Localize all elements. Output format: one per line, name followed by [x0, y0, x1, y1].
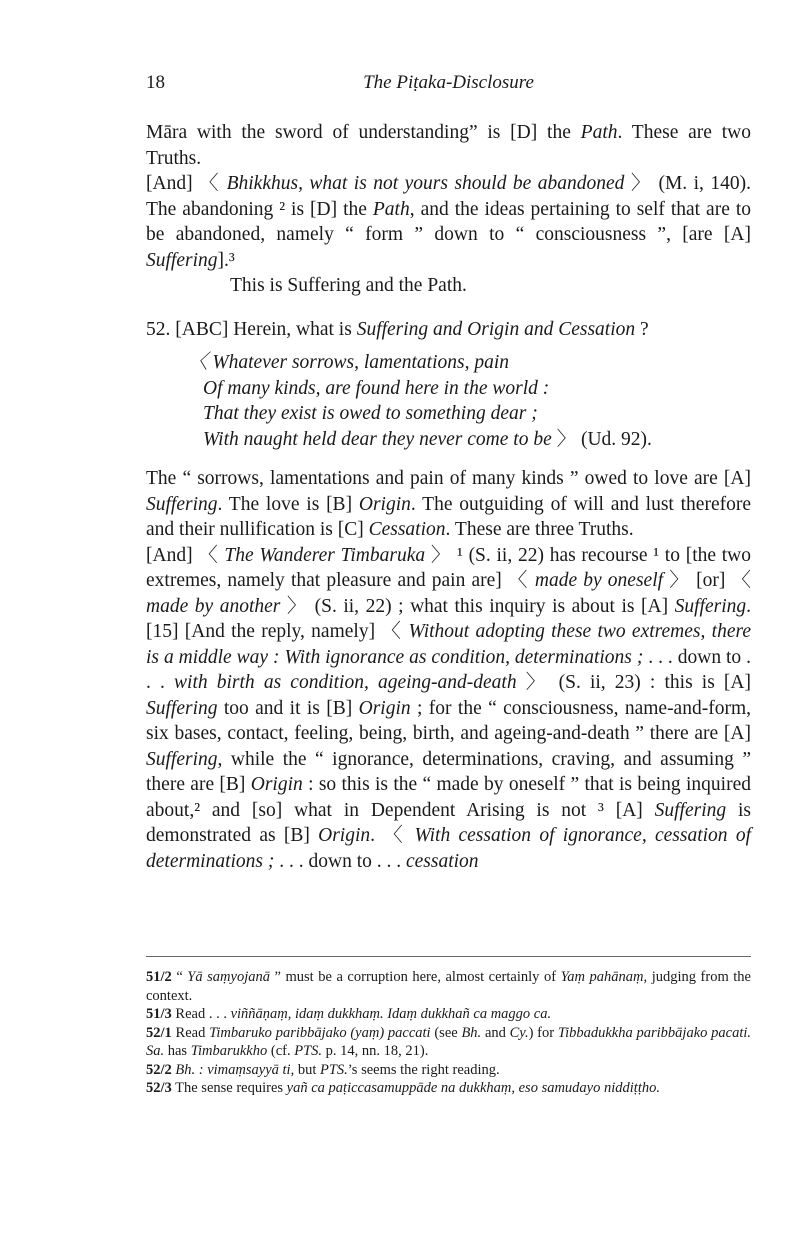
- text-run: , and the ideas pertaining to self that are to be abandoned, namely “ form ” down to “ consciousness ”, [are [A]: [146, 198, 752, 245]
- footnote-text: ) for: [528, 1024, 558, 1041]
- footnote: [146, 1005, 751, 1024]
- footnote-text: Yā saṃyojanā: [187, 969, 270, 985]
- footnote-text: has: [164, 1043, 191, 1059]
- section-52-heading: [146, 317, 751, 343]
- footnote-text: , but: [290, 1061, 320, 1078]
- footnote-text: PTS.: [294, 1043, 323, 1059]
- text-run: Suffering: [146, 697, 218, 719]
- paragraph-1: [146, 120, 751, 171]
- text-run: 〉 (M. i, 140). The abandoning ² is [D] the: [146, 173, 751, 220]
- footnote-divider: [146, 956, 751, 957]
- paragraph-5: [146, 466, 751, 543]
- text-run: made by oneself: [534, 570, 664, 591]
- footnote-text: Tibbadukkha paribbājako pacati. Sa.: [146, 1024, 752, 1059]
- text-run: Suffering: [146, 748, 218, 770]
- text-run: : so this is the “ made by oneself ” that is being inquired about,² and [so] what in Dependent Arising is not ³ [A]: [146, 774, 751, 821]
- text-run: Origin: [358, 493, 411, 515]
- footnote: [146, 1079, 751, 1098]
- footnote-ref: 51/3: [146, 1006, 172, 1022]
- text-run: Māra with the sword of understanding” is [D] the: [146, 122, 581, 143]
- footnote-text: Read . . .: [171, 1006, 231, 1022]
- footnotes: [146, 968, 751, 1098]
- footnote-text: yañ ca paṭiccasamuppāde na dukkhaṃ, eso samudayo niddiṭṭho.: [286, 1080, 660, 1096]
- text-run: . [15] [And the reply, namely] 〈: [146, 595, 751, 642]
- text-run: too and it is [B]: [217, 697, 359, 719]
- text-run: . . . down to . . .: [146, 646, 751, 693]
- footnote-text: , judging from the context.: [146, 969, 751, 1004]
- footnote-text: and: [481, 1024, 510, 1041]
- main-text: [146, 120, 751, 874]
- text-run: ].³: [217, 249, 235, 271]
- text-run: 〉 (Ud. 92).: [551, 428, 652, 450]
- footnote: [146, 1024, 751, 1061]
- verse-line-1: 〈 Whatever sorrows, lamentations, pain: [188, 352, 510, 373]
- text-run: [And] 〈: [146, 173, 227, 194]
- text-run: Suffering and Origin and Cessation: [356, 318, 636, 340]
- text-run: The “ sorrows, lamentations and pain of many kinds ” owed to love are [A]: [146, 468, 751, 489]
- text-run: is demonstrated as [B]: [146, 799, 751, 846]
- footnote-text: Read: [171, 1024, 210, 1041]
- text-run: Suffering: [146, 249, 218, 271]
- verse-quote: [188, 350, 751, 452]
- text-run: Path: [372, 198, 410, 220]
- text-run: 〉 (S. ii, 22) ; what this inquiry is about is [A]: [280, 595, 675, 617]
- text-run: The Wanderer Timbaruka: [224, 544, 426, 566]
- footnote-text: Cy.: [509, 1024, 529, 1041]
- footnote-text: p. 14, nn. 18, 21).: [322, 1043, 429, 1059]
- footnote-text: ’s seems the right reading.: [347, 1061, 500, 1078]
- footnote-ref: 52/1: [146, 1024, 172, 1041]
- footnote-ref: 52/3: [146, 1080, 172, 1096]
- text-run: 52. [ABC] Herein, what is: [146, 318, 357, 340]
- text-run: 〉 ¹ (S. ii, 22) has recourse ¹ to [the two extremes, namely that pleasure and pain are] 〈: [146, 544, 752, 591]
- verse-line-3: That they exist is owed to something dear ;: [203, 403, 538, 424]
- text-run: , while the “ ignorance, determinations, craving, and assuming ” there are [B]: [146, 748, 751, 795]
- paragraph-6: [146, 543, 751, 875]
- page-header: [146, 72, 751, 98]
- text-run: Suffering: [674, 595, 747, 617]
- text-run: Suffering: [654, 799, 727, 821]
- footnote-text: Timbarukkho: [190, 1043, 268, 1059]
- footnote-text: Bh.: [461, 1024, 482, 1041]
- text-run: . The outguiding of will and lust therefore and their nullification is [C]: [146, 493, 751, 540]
- text-run: cessation: [405, 850, 479, 872]
- footnote: [146, 968, 751, 1005]
- paragraph-2: [146, 171, 751, 273]
- text-run: [And] 〈: [146, 544, 225, 566]
- text-run: Suffering: [146, 493, 218, 515]
- footnote-text: ” must be a corruption here, almost certainly of: [269, 969, 561, 985]
- footnote-text: Yaṃ pahānaṃ: [560, 969, 644, 985]
- text-run: . . . down to . . .: [274, 850, 406, 872]
- text-run: Path: [580, 122, 618, 143]
- text-run: ?: [635, 318, 649, 340]
- text-run: 〉 (S. ii, 23) : this is [A]: [516, 672, 752, 693]
- section-gap: [146, 299, 751, 317]
- text-run: . These are three Truths.: [445, 519, 634, 540]
- footnote-text: “: [171, 969, 188, 985]
- text-run: . These are two Truths.: [146, 122, 751, 169]
- footnote-text: PTS.: [319, 1061, 348, 1078]
- running-title: The Piṭaka-Disclosure: [363, 72, 534, 93]
- text-run: ; for the “ consciousness, name-and-form, six bases, contact, feeling, being, birth, and ageing-and-death ” there are [A]: [146, 697, 751, 744]
- text-run: Origin: [250, 774, 303, 795]
- footnote-text: Bh. : vimaṃsayyā ti: [175, 1061, 291, 1078]
- footnote-text: (cf.: [267, 1043, 295, 1059]
- footnote-text: viññāṇaṃ, idaṃ dukkhaṃ. Idaṃ dukkhañ ca maggo ca.: [230, 1006, 552, 1022]
- text-run: . 〈: [370, 825, 415, 846]
- text-run: Without adopting these two extremes, there is a middle way : With ignorance as condition, determinations ;: [146, 621, 751, 668]
- text-run: Origin: [358, 697, 411, 719]
- text-run: Cessation: [368, 519, 446, 540]
- text-run: . The love is [B]: [217, 493, 359, 515]
- verse-line-4: [188, 427, 751, 453]
- text-run: 〉 [or] 〈: [663, 570, 751, 591]
- text-run: With naught held dear they never come to be: [203, 428, 552, 450]
- text-run: Origin: [318, 825, 371, 846]
- text-run: made by another: [146, 595, 281, 617]
- footnote: [146, 1061, 751, 1080]
- text-run: With cessation of ignorance, cessation of determinations ;: [146, 825, 751, 872]
- footnote-ref: 51/2: [146, 969, 172, 985]
- paragraph-3: This is Suffering and the Path.: [230, 275, 467, 296]
- verse-line-2: Of many kinds, are found here in the world :: [203, 377, 550, 399]
- footnote-ref: 52/2: [146, 1061, 172, 1078]
- page-number: 18: [146, 72, 165, 93]
- footnote-text: Timbaruko paribbājako (yaṃ) paccati: [209, 1024, 431, 1041]
- text-run: Bhikkhus, what is not yours should be abandoned: [226, 173, 625, 194]
- text-run: with birth as condition, ageing-and-death: [174, 672, 517, 693]
- footnote-text: (see: [430, 1024, 462, 1041]
- footnote-text: The sense requires: [171, 1080, 287, 1096]
